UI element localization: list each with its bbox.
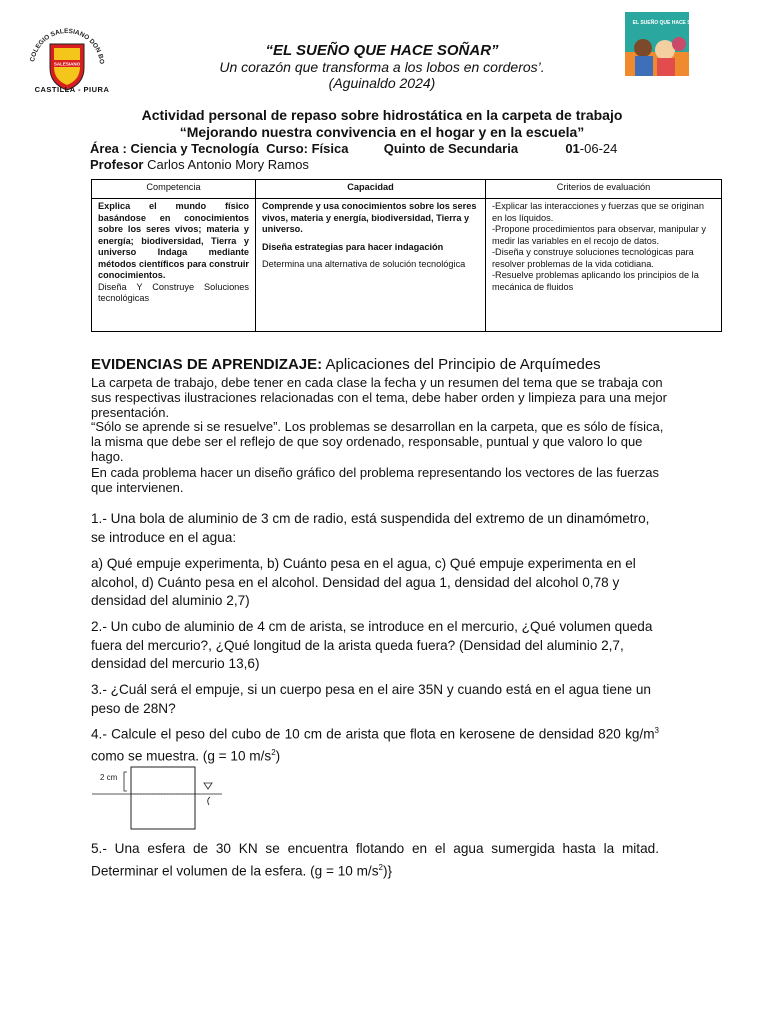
capacidad-bold-2: Diseña estrategias para hacer indagación — [262, 241, 444, 252]
capacidad-bold-1: Comprende y usa conocimientos sobre los seres vivos, materia y energía, biodiversidad, Tierra y universo. — [262, 201, 477, 234]
problem-5-exp: 2 — [378, 862, 383, 872]
problem-3: 3.- ¿Cuál será el empuje, si un cuerpo pesa en el aire 35N y cuando está en el agua tiene un peso de 28N? — [91, 682, 651, 716]
competencia-normal: Diseña Y Construye Soluciones tecnológicas — [98, 281, 249, 303]
shield-text: SALESIANO — [53, 61, 81, 67]
competencia-bold: Explica el mundo físico basándose en conocimientos sobre los seres vivos; materia y energía; biodiversidad, Tierra y universo Indaga mediante métodos científicos para construir conocimientos. — [98, 201, 249, 280]
evidencias-topic: Aplicaciones del Principio de Arquímedes — [325, 356, 601, 373]
capacidad-normal: Determina una alternativa de solución tecnológica — [262, 259, 466, 269]
date-rest: -06-24 — [579, 141, 618, 156]
problem-4-exp2: 2 — [271, 748, 276, 758]
profesor-label: Profesor — [90, 157, 144, 172]
table-header-row — [92, 180, 722, 199]
evidencias-paragraph-1: La carpeta de trabajo, debe tener en cada clase la fecha y un resumen del tema que se trabaja con sus respectivas ilustraciones relacionadas con el tema, debe haber orden y limpieza para una mejor presentación. — [91, 375, 667, 420]
aguinaldo-year: (Aguinaldo 2024) — [328, 75, 436, 91]
problem-1-questions: a) Qué empuje experimenta, b) Cuánto pesa en el agua, c) Qué empuje experimenta en el alcohol, d) Cuánto pesa en el alcohol. Densidad del agua 1, densidad del alcohol 0,78 y densidad del aluminio 2,7) — [91, 556, 636, 608]
logo-ring-text: COLEGIO SALESIANO DON BO — [29, 27, 106, 65]
aguinaldo-poster-image — [625, 12, 706, 76]
criterio-item: -Diseña y construye soluciones tecnológicas para resolver problemas de la vida cotidiana. — [492, 247, 694, 269]
poster-title: EL SUEÑO QUE HACE SOÑAR — [632, 20, 706, 26]
problem-1-statement: 1.- Una bola de aluminio de 3 cm de radio, está suspendida del extremo de un dinamómetro, se introduce en el agua: — [91, 511, 650, 545]
criterios-cell — [486, 199, 722, 332]
problem-5-end: )} — [382, 863, 393, 879]
criterio-item: -Resuelve problemas aplicando los principios de la mecánica de fluidos — [492, 270, 699, 292]
competency-table — [91, 179, 722, 332]
problem-4-mid: como se muestra. (g = 10 m/s — [91, 748, 272, 764]
header-capacidad: Capacidad — [256, 180, 486, 199]
teacher-line — [90, 157, 309, 172]
problem-5-text: 5.- Una esfera de 30 KN se encuentra flotando en el agua sumergida hasta la mitad. Determinar el volumen de la esfera. (g = 10 m/s — [91, 841, 659, 879]
header-criterios: Criterios de evaluación — [486, 180, 722, 199]
evidencias-heading — [91, 356, 601, 373]
floating-cube-diagram — [90, 762, 230, 834]
table-row — [92, 199, 722, 332]
area-label: Área : — [90, 141, 127, 156]
diagram-2cm-label: 2 cm — [100, 773, 118, 782]
curso-label: Curso: — [266, 141, 308, 156]
activity-subtitle: “Mejorando nuestra convivencia en el hogar y en la escuela” — [179, 124, 585, 140]
area-value: Ciencia y Tecnología — [130, 141, 259, 156]
problem-4 — [91, 722, 659, 766]
criterio-item: -Explicar las interacciones y fuerzas que se originan en los líquidos. — [492, 201, 704, 223]
problem-2: 2.- Un cubo de aluminio de 4 cm de arista, se introduce en el mercurio, ¿Qué volumen queda fuera del mercurio?, ¿Qué longitud de la arista queda fuera? (Densidad del aluminio 2,7, densidad del mercurio 13,6) — [91, 619, 653, 671]
evidencias-paragraph-2: “Sólo se aprende si se resuelve”. Los problemas se desarrollan en la carpeta, que es sólo de física, la misma que debe ser el reflejo de que soy ordenado, responsable, puntual y que valoro lo que hago. — [91, 419, 664, 464]
problem-4-text: 4.- Calcule el peso del cubo de 10 cm de arista que flota en kerosene de densidad 820 kg/m — [91, 726, 655, 742]
header-competencia: Competencia — [92, 180, 256, 199]
grade: Quinto de Secundaria — [383, 141, 519, 156]
evidencias-label: EVIDENCIAS DE APRENDIZAJE: — [91, 356, 323, 373]
school-location: CASTILLA - PIURA — [34, 85, 110, 94]
criterio-item: -Propone procedimientos para observar, manipular y medir las variables en el recojo de datos. — [492, 224, 706, 246]
course-meta — [90, 141, 617, 156]
subtitle: Un corazón que transforma a los lobos en corderos’. — [219, 59, 545, 75]
capacidad-cell — [256, 199, 486, 332]
motto: “EL SUEÑO QUE HACE SOÑAR” — [265, 42, 499, 59]
curso-value: Física — [311, 141, 349, 156]
activity-title: Actividad personal de repaso sobre hidrostática en la carpeta de trabajo — [141, 107, 623, 123]
date-day: 01 — [565, 141, 580, 156]
evidencias-paragraph-3: En cada problema hacer un diseño gráfico del problema representando los vectores de las fuerzas que intervienen. — [91, 465, 660, 495]
competencia-cell — [92, 199, 256, 332]
problem-5 — [91, 840, 659, 881]
problem-4-end: ) — [275, 748, 281, 764]
profesor-name: Carlos Antonio Mory Ramos — [147, 157, 309, 172]
problem-4-exp: 3 — [654, 726, 659, 735]
